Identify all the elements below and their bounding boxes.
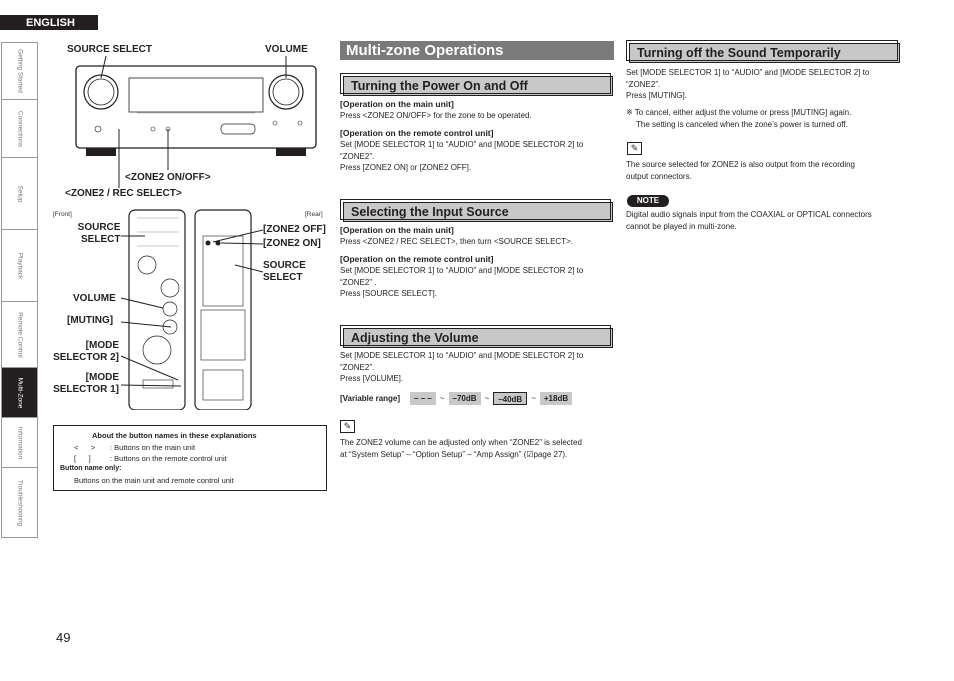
- pencil-icon: ✎: [340, 420, 355, 433]
- note-badge: NOTE: [627, 195, 669, 207]
- remote-volume-callout: VOLUME: [73, 293, 116, 304]
- tab-multi-zone[interactable]: Multi-Zone: [1, 368, 38, 418]
- zone2-onoff-callout: <ZONE2 ON/OFF>: [125, 172, 211, 183]
- muting-tip: The source selected for ZONE2 is also output from the recording output connectors.: [626, 160, 855, 181]
- tab-playback[interactable]: Playback: [1, 230, 38, 302]
- rear-label: [Rear]: [305, 211, 323, 218]
- range-max: +18dB: [540, 392, 572, 405]
- zone2-off-callout: [ZONE2 OFF]: [263, 224, 326, 235]
- page-number: 49: [56, 630, 71, 645]
- pencil-icon: ✎: [627, 142, 642, 155]
- volume-callout: VOLUME: [265, 44, 308, 55]
- side-tabs: [1, 42, 38, 538]
- power-main-unit-label: [Operation on the main unit]: [340, 99, 454, 109]
- page-title: Multi-zone Operations: [340, 41, 614, 60]
- muting-section-title: Turning off the Sound Temporarily: [629, 43, 900, 63]
- muting-text: Set [MODE SELECTOR 1] to “AUDIO” and [MODE SELECTOR 2] to “ZONE2”. Press [MUTING].: [626, 68, 870, 100]
- volume-note: The ZONE2 volume can be adjusted only when “ZONE2” is selected at “System Setup” – “Option Setup” – “Amp Assign” (☑page 27).: [340, 438, 582, 459]
- variable-range: [Variable range] – – – ~ –70dB ~ –40dB ~ +18dB: [340, 392, 572, 405]
- button-name-legend: About the button names in these explanations < > : Buttons on the main unit [ ] : Buttons on the remote control unit Button name only: Buttons on the main unit and remote control unit: [53, 425, 327, 491]
- volume-section-title: Adjusting the Volume: [343, 328, 613, 348]
- muting-note: Digital audio signals input from the COAXIAL or OPTICAL connectors cannot be played in multi-zone.: [626, 210, 872, 231]
- power-main-unit-text: Press <ZONE2 ON/OFF> for the zone to be operated.: [340, 111, 532, 120]
- input-remote-text: Set [MODE SELECTOR 1] to “AUDIO” and [MODE SELECTOR 2] to “ZONE2” . Press [SOURCE SELECT].: [340, 266, 584, 298]
- range-a: –70dB: [449, 392, 481, 405]
- language-badge: ENGLISH: [0, 15, 98, 30]
- input-main-unit-label: [Operation on the main unit]: [340, 225, 454, 235]
- mode-selector-2-callout: [MODE SELECTOR 2]: [53, 340, 119, 363]
- mode-selector-1-callout: [MODE SELECTOR 1]: [53, 372, 119, 395]
- zone2-rec-callout: <ZONE2 / REC SELECT>: [65, 188, 182, 199]
- right-source-select-callout: SOURCE SELECT: [263, 260, 306, 283]
- input-remote-label: [Operation on the remote control unit]: [340, 254, 494, 264]
- range-b: –40dB: [493, 392, 527, 405]
- input-main-unit-text: Press <ZONE2 / REC SELECT>, then turn <SOURCE SELECT>.: [340, 237, 573, 246]
- tab-information[interactable]: Information: [1, 418, 38, 468]
- zone2-on-callout: [ZONE2 ON]: [263, 238, 321, 249]
- tab-getting-started[interactable]: Getting Started: [1, 42, 38, 100]
- muting-cancel: ※ To cancel, either adjust the volume or press [MUTING] again. The setting is canceled when the zone’s power is turned off.: [626, 108, 852, 129]
- input-section-title: Selecting the Input Source: [343, 202, 613, 222]
- front-label: [Front]: [53, 211, 72, 218]
- tab-troubleshooting[interactable]: Troubleshooting: [1, 468, 38, 538]
- remote-source-select-callout: SOURCE SELECT: [77, 222, 121, 245]
- power-remote-label: [Operation on the remote control unit]: [340, 128, 494, 138]
- power-section-title: Turning the Power On and Off: [343, 76, 613, 96]
- tab-remote-control[interactable]: Remote Control: [1, 302, 38, 368]
- muting-callout: [MUTING]: [67, 315, 114, 326]
- source-select-callout: SOURCE SELECT: [67, 44, 153, 55]
- device-diagram: [53, 40, 328, 410]
- volume-text: Set [MODE SELECTOR 1] to “AUDIO” and [MODE SELECTOR 2] to “ZONE2”. Press [VOLUME].: [340, 351, 584, 383]
- tab-connections[interactable]: Connections: [1, 100, 38, 158]
- power-remote-text: Set [MODE SELECTOR 1] to “AUDIO” and [MODE SELECTOR 2] to “ZONE2”. Press [ZONE2 ON] or [ZONE2 OFF].: [340, 140, 584, 172]
- range-min: – – –: [410, 392, 436, 405]
- tab-setup[interactable]: Setup: [1, 158, 38, 230]
